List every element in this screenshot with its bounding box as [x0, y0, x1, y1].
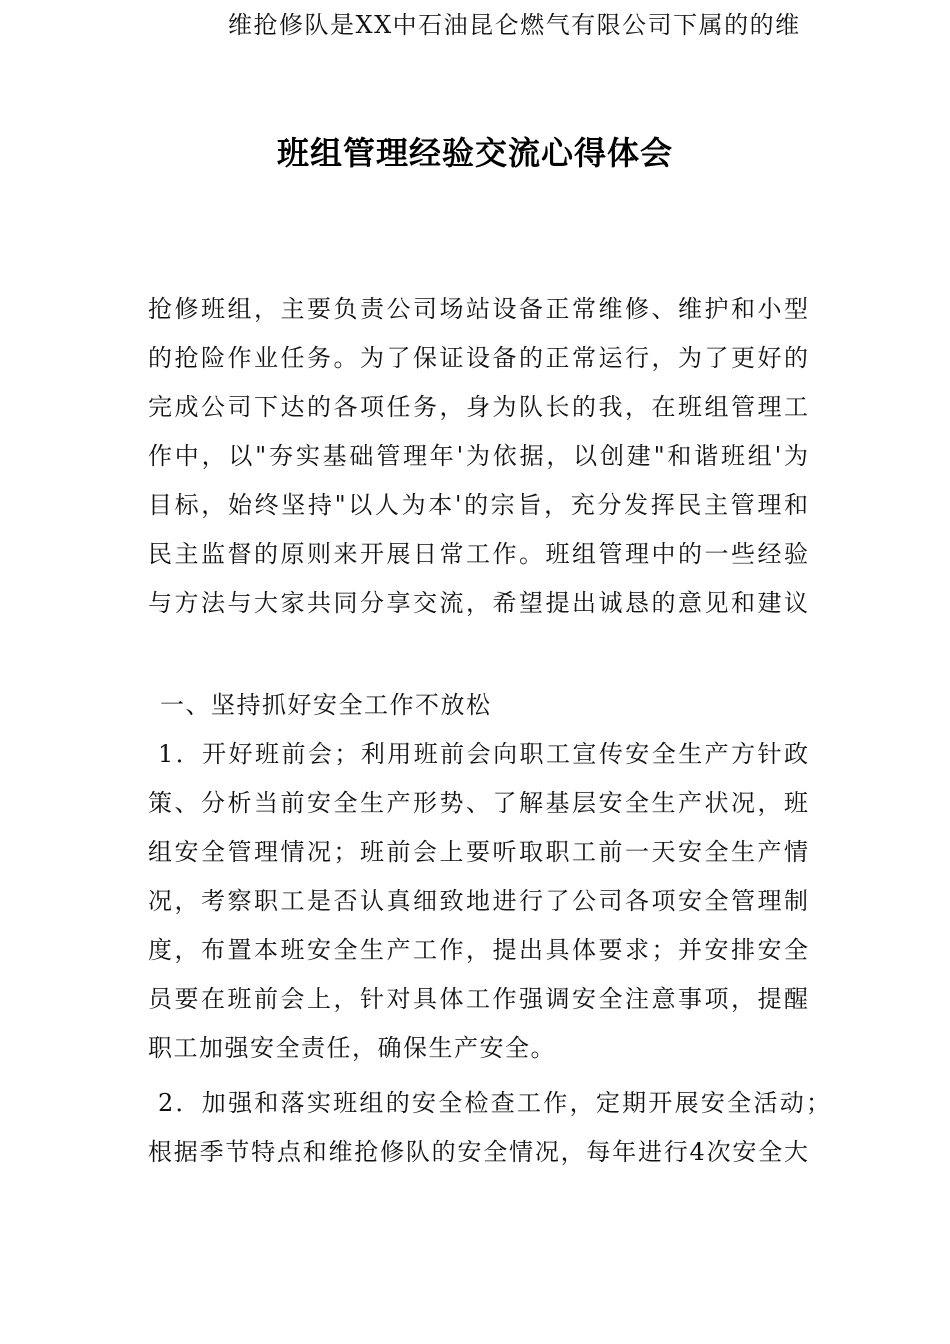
intro-line-4: 完成公司下达的各项任务，身为队长的我，在班组管理工: [148, 393, 808, 421]
item1-line-6: 员要在班前会上，针对具体工作强调安全注意事项，提醒: [148, 985, 808, 1013]
item2-line-1: 2．加强和落实班组的安全检查工作，定期开展安全活动；: [158, 1089, 830, 1117]
intro-line-3: 的抢险作业任务。为了保证设备的正常运行，为了更好的: [148, 344, 808, 372]
intro-line-2: 抢修班组，主要负责公司场站设备正常维修、维护和小型: [148, 295, 808, 323]
document-title: 班组管理经验交流心得体会: [276, 134, 673, 172]
intro-line-5: 作中，以"夯实基础管理年'为依据，以创建"和谐班组'为: [148, 442, 808, 470]
item1-line-1: 1．开好班前会；利用班前会向职工宣传安全生产方针政: [158, 740, 808, 768]
section-heading: 一、坚持抓好安全工作不放松: [160, 691, 492, 719]
intro-line-6: 目标，始终坚持"以人为本'的宗旨，充分发挥民主管理和: [148, 491, 808, 519]
intro-line-7: 民主监督的原则来开展日常工作。班组管理中的一些经验: [148, 540, 808, 568]
intro-line-1: 维抢修队是XX中石油昆仑燃气有限公司下属的的维: [228, 11, 801, 39]
item2-line-2: 根据季节特点和维抢修队的安全情况，每年进行4次安全大: [148, 1138, 808, 1166]
intro-line-8: 与方法与大家共同分享交流，希望提出诚恳的意见和建议: [148, 589, 808, 617]
item1-line-3: 组安全管理情况；班前会上要听取职工前一天安全生产情: [148, 838, 808, 866]
item1-line-4: 况，考察职工是否认真细致地进行了公司各项安全管理制: [148, 887, 808, 915]
item1-line-5: 度，布置本班安全生产工作，提出具体要求；并安排安全: [148, 936, 808, 964]
item1-line-2: 策、分析当前安全生产形势、了解基层安全生产状况，班: [148, 789, 808, 817]
item1-line-7: 职工加强安全责任，确保生产安全。: [148, 1034, 556, 1062]
